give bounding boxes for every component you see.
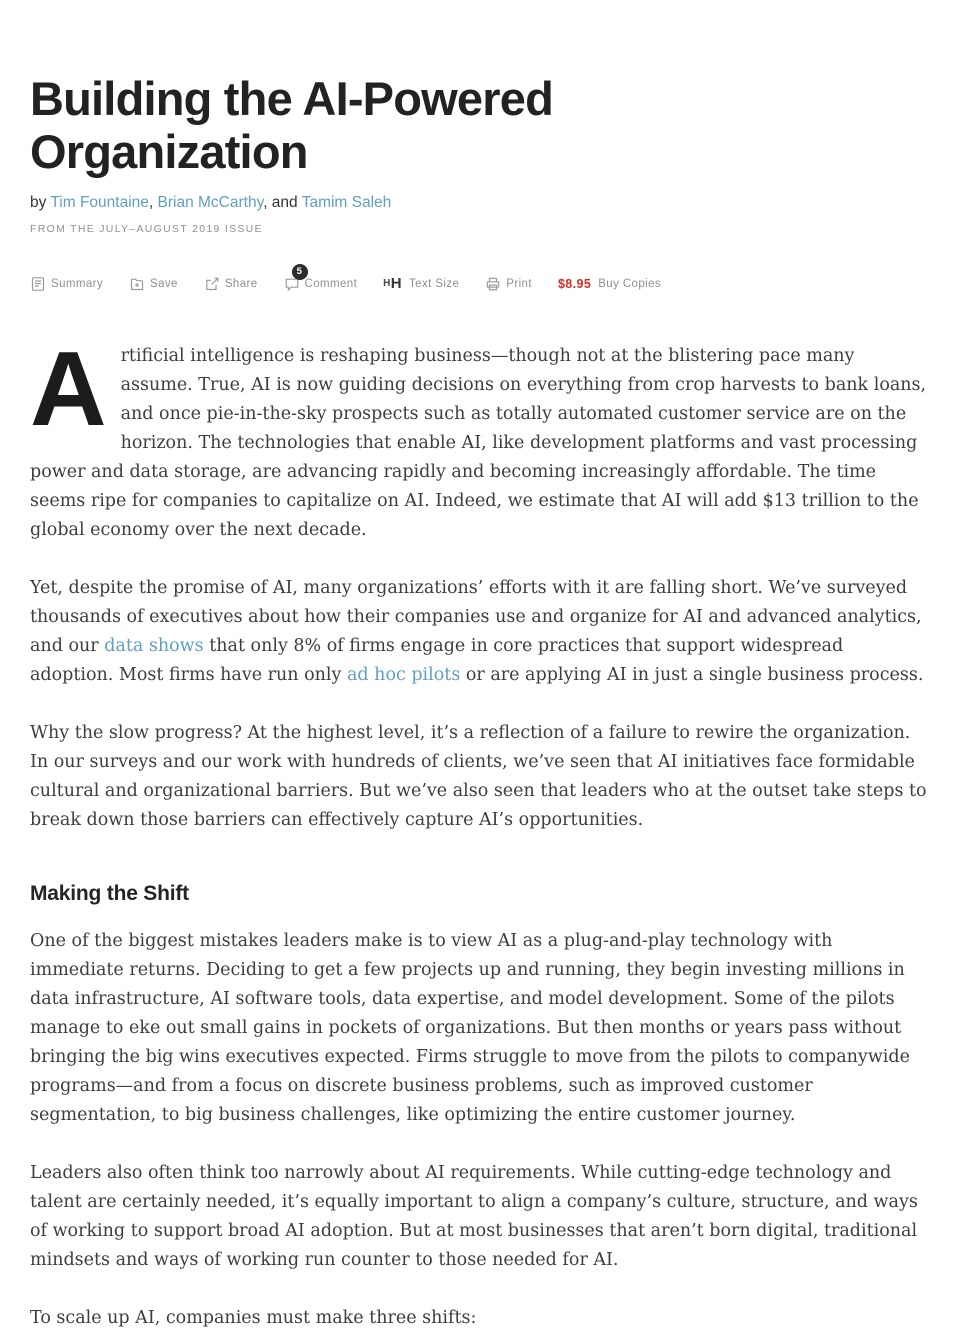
byline-separator: ,	[148, 194, 158, 212]
drop-cap: A	[30, 330, 107, 449]
text-segment: rtificial intelligence is reshaping business—though not at the blistering pace many assume. True, AI is now guiding decisions on everything from crop harvests to bank loans, and once pie-in-the-sky prospects such as totally automated customer service are on the horizon. The technologies that enable AI, like development platforms and vast processing power and data storage, are advancing rapidly and becoming increasingly affordable. The time seems ripe for companies to capitalize on AI. Indeed, we estimate that AI will add $13 trillion to the global economy over the next decade.	[30, 346, 927, 541]
text-segment: that only 8% of firms engage in core practices that support widespread adoption. Most firms have run only	[30, 636, 844, 686]
toolbar-summary-button[interactable]	[30, 276, 103, 292]
paragraph	[30, 574, 930, 690]
summary-icon	[30, 276, 46, 292]
text-segment: Why the slow progress? At the highest level, it’s a reflection of a failure to rewire the organization. In our surveys and our work with hundreds of clients, we’ve seen that AI initiatives face formidable cultural and organizational barriers. But we’ve also seen that leaders who at the outset take steps to break down those barriers can effectively capture AI’s opportunities.	[30, 723, 927, 831]
print-icon	[485, 276, 501, 292]
byline	[30, 194, 930, 212]
issue-line: FROM THE JULY–AUGUST 2019 ISSUE	[30, 223, 263, 236]
toolbar-text-size-button[interactable]	[383, 275, 459, 292]
toolbar-print-button[interactable]	[485, 276, 532, 292]
paragraph	[30, 1304, 930, 1333]
toolbar-buy-copies-button[interactable]	[558, 277, 661, 291]
inline-link[interactable]: ad hoc pilots	[346, 665, 461, 686]
paragraph	[30, 719, 930, 835]
comment-count-badge: 5	[292, 264, 308, 280]
paragraph	[30, 330, 930, 545]
toolbar-label: Comment	[304, 277, 358, 290]
buy-copies-price: $8.95	[557, 276, 592, 291]
author-link[interactable]: Tim Fountaine	[50, 194, 149, 212]
toolbar-share-button[interactable]	[204, 276, 258, 292]
article-body	[30, 330, 930, 1333]
text-segment: Yet, despite the promise of AI, many organizations’ efforts with it are falling short. We’ve surveyed thousands of executives about how their companies use and organize for AI and advanced analytics, and our	[30, 578, 922, 657]
author-link[interactable]: Brian McCarthy	[157, 194, 264, 212]
byline-prefix: by	[30, 194, 51, 212]
toolbar-label: Text Size	[409, 277, 460, 290]
byline-separator: , and	[263, 194, 302, 212]
toolbar-label: Print	[506, 277, 532, 290]
section-heading: Making the Shift	[30, 882, 189, 906]
toolbar	[30, 266, 930, 293]
author-link[interactable]: Tamim Saleh	[301, 194, 392, 212]
toolbar-label: Summary	[51, 277, 104, 290]
inline-link[interactable]: data shows	[104, 636, 204, 657]
toolbar-label: Buy Copies	[598, 277, 662, 290]
paragraph	[30, 1159, 930, 1275]
text-segment: To scale up AI, companies must make three shifts:	[30, 1308, 477, 1329]
save-icon	[129, 276, 145, 292]
toolbar-comment-button[interactable]	[284, 266, 358, 292]
toolbar-label: Save	[150, 277, 178, 290]
toolbar-label: Share	[224, 277, 258, 290]
share-icon	[204, 276, 220, 292]
text-segment: One of the biggest mistakes leaders make is to view AI as a plug-and-play technology with immediate returns. Deciding to get a few projects up and running, they begin investing millions in data infrastructure, AI software tools, data expertise, and model development. Some of the pilots manage to eke out small gains in pockets of organizations. But then months or years pass without bringing the big wins executives expected. Firms struggle to move from the pilots to companywide programs—and from a focus on discrete business problems, such as improved customer segmentation, to big business challenges, like optimizing the entire customer journey.	[30, 931, 910, 1126]
toolbar-save-button[interactable]	[129, 276, 178, 292]
text-segment: Leaders also often think too narrowly about AI requirements. While cutting-edge technology and talent are certainly needed, it’s equally important to align a company’s culture, structure, and ways of working to support broad AI adoption. But at most businesses that aren’t born digital, traditional mindsets and ways of working run counter to those needed for AI.	[30, 1163, 918, 1271]
text-segment: or are applying AI in just a single business process.	[460, 665, 924, 686]
text-size-icon: H H	[383, 275, 403, 293]
paragraph	[30, 927, 930, 1130]
page-title: Building the AI-Powered Organization	[30, 72, 553, 179]
